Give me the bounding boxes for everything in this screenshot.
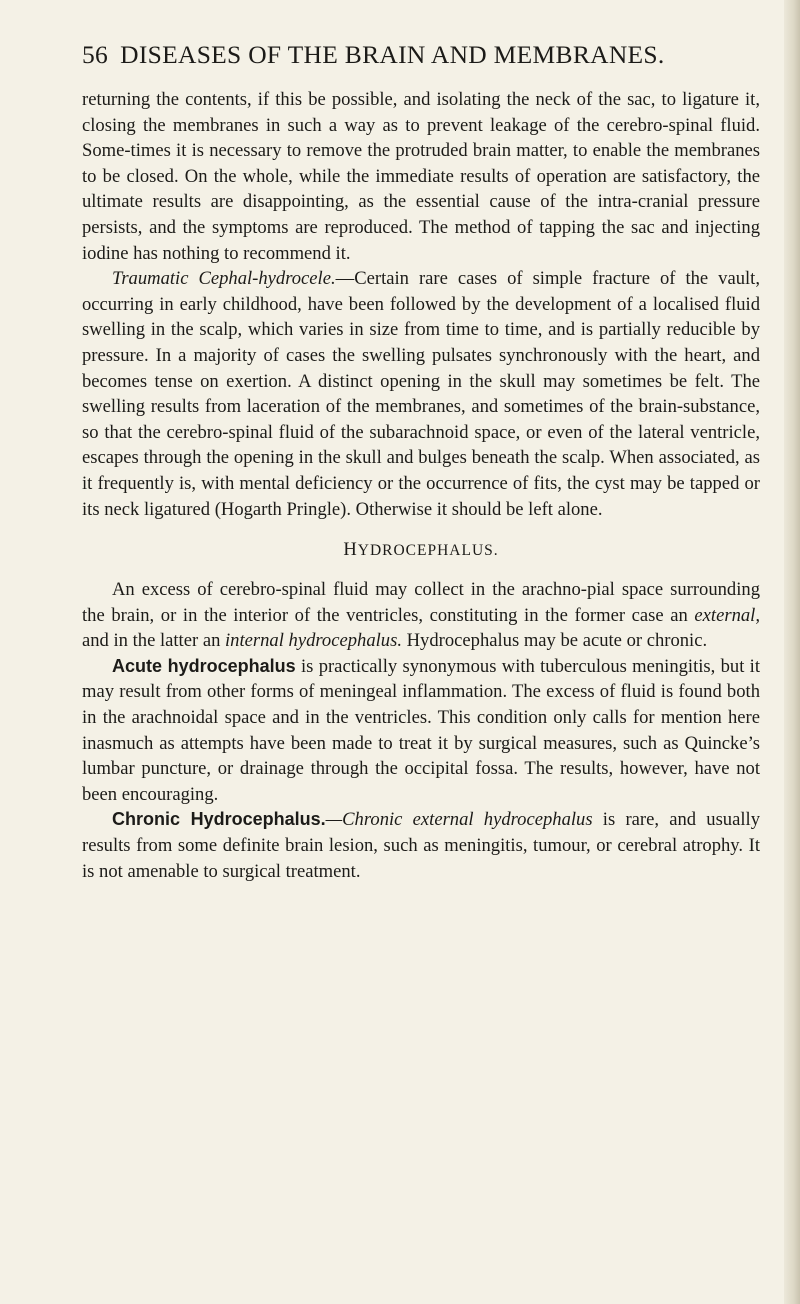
paragraph-lead-chronic: Chronic Hydrocephalus. bbox=[112, 809, 326, 830]
paragraph-lead-acute: Acute hydrocephalus bbox=[112, 655, 296, 676]
paragraph-intro-part-c: Hydrocephalus may be acute or chronic. bbox=[401, 630, 708, 652]
paragraph-traumatic-cephal-hydrocele bbox=[82, 266, 760, 522]
paragraph-text-traumatic: —Certain rare cases of simple fracture of the vault, occurring in early childhood, have been followed by the development of a localised fluid swelling in the scalp, which varies in size from time to time, and is partially reducible by pressure. In a majority of cases the swelling pulsates synchronously with the heart, and becomes tense on exertion. A distinct opening in the skull may sometimes be felt. The swelling results from laceration of the membranes, and sometimes of the brain-substance, so that the cerebro-spinal fluid of the subarachnoid space, or even of the lateral ventricle, escapes through the opening in the skull and bulges beneath the scalp. When associated, as it frequently is, with mental deficiency or the occurrence of fits, the cyst may be tapped or its neck ligatured (Hogarth Pringle). Otherwise it should be left alone. bbox=[82, 268, 760, 520]
paragraph-text-acute: is practically synonymous with tuberculous meningitis, but it may result from other forms of meningeal inflammation. The excess of fluid is found both in the arachnoidal space and in the ventricles. This condition only calls for mention here inasmuch as attempts have been made to treat it by surgical measures, such as Quincke’s lumbar puncture, or drainage through the occipital fossa. The results, however, have not been encouraging. bbox=[82, 655, 760, 805]
book-page bbox=[82, 40, 760, 884]
section-heading-initial: H bbox=[343, 539, 358, 561]
paragraph-lead-traumatic: Traumatic Cephal-hydrocele. bbox=[112, 268, 336, 290]
paragraph-intro-internal: internal hydrocephalus. bbox=[225, 630, 402, 652]
paragraph-intro-external: external, bbox=[694, 604, 760, 626]
running-header bbox=[82, 40, 760, 70]
section-heading-hydrocephalus bbox=[82, 539, 760, 561]
paragraph-italic-chronic-external: —Chronic external hydrocephalus bbox=[325, 809, 593, 831]
paragraph-acute-hydrocephalus bbox=[82, 654, 760, 808]
paragraph-intro-part-b: and in the latter an bbox=[82, 630, 226, 652]
paragraph-intro-part-a: An excess of cerebro-spinal fluid may collect in the arachno-pial space surrounding the brain, or in the interior of the ventricles, constituting in the former case an bbox=[82, 579, 760, 626]
page-number: 56 bbox=[82, 40, 109, 69]
paragraph-hydrocephalus-intro bbox=[82, 577, 760, 654]
running-title: DISEASES OF THE BRAIN AND MEMBRANES. bbox=[120, 40, 665, 69]
page-edge-shadow bbox=[784, 0, 800, 1304]
paragraph-chronic-hydrocephalus bbox=[82, 807, 760, 884]
paragraph-operation-results: returning the contents, if this be possible, and isolating the neck of the sac, to ligature it, closing the membranes in such a way as to prevent leakage of the cerebro-spinal fluid. Some-times it is necessary to remove the protruded brain matter, to enable the membranes to be closed. On the whole, while the immediate results of operation are satisfactory, the ultimate results are disappointing, as the essential cause of the intra-cranial pressure persists, and the symptoms are reproduced. The method of tapping the sac and injecting iodine has nothing to recommend it. bbox=[82, 89, 760, 264]
section-heading-rest: YDROCEPHALUS. bbox=[357, 542, 499, 560]
paragraph-text-chronic: is rare, and usually results from some definite brain lesion, such as meningitis, tumour, or cerebral atrophy. It is not amenable to surgical treatment. bbox=[82, 809, 760, 882]
